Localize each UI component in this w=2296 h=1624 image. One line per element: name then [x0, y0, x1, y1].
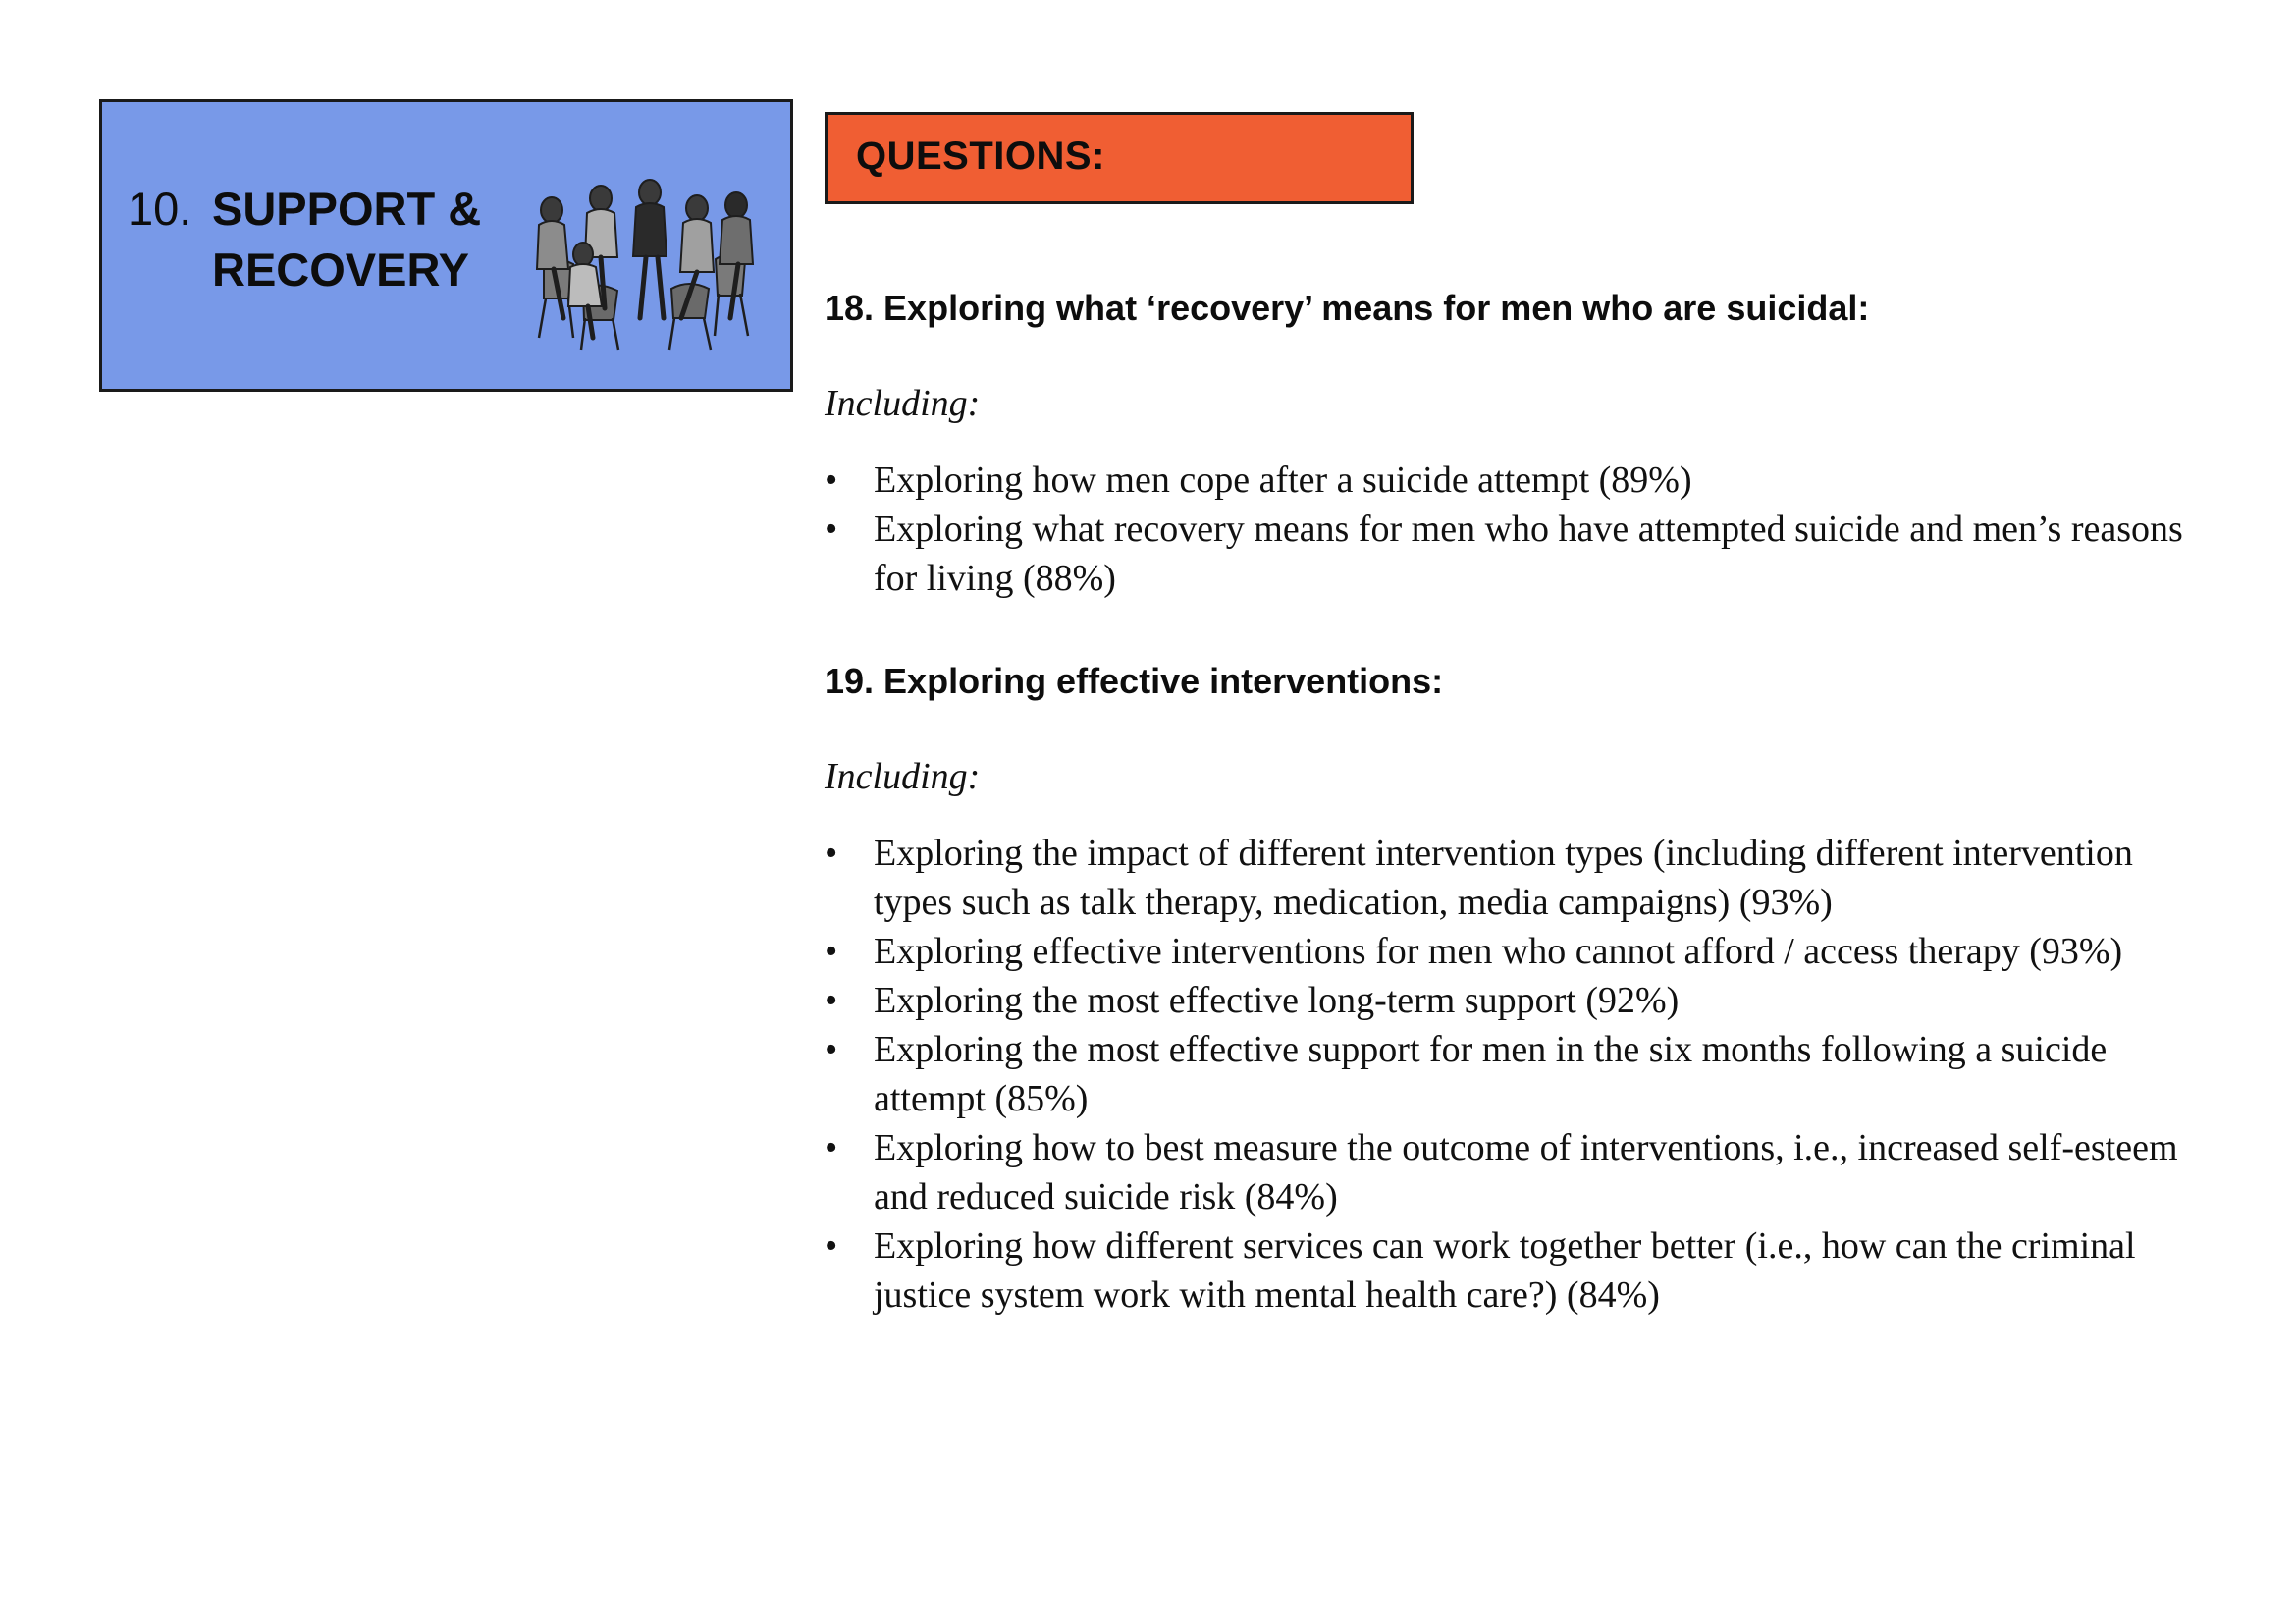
list-item — [825, 1221, 2218, 1320]
question-19-list — [825, 829, 2218, 1320]
list-item-text: Exploring what recovery means for men who have attempted suicide and men’s reasons for living (88%) — [874, 509, 2183, 599]
list-item — [825, 505, 2218, 603]
list-item-text: Exploring the most effective support for men in the six months following a suicide attempt (85%) — [874, 1029, 2108, 1119]
list-item-text: Exploring how to best measure the outcome of interventions, i.e., increased self-esteem and reduced suicide risk (84%) — [874, 1127, 2178, 1218]
list-item-text: Exploring effective interventions for men who cannot afford / access therapy (93%) — [874, 931, 2123, 972]
section-title-line1: SUPPORT & — [212, 183, 482, 235]
question-19-including-label: Including: — [825, 756, 981, 797]
list-item-text: Exploring the impact of different intervention types (including different intervention types such as talk therapy, medication, media campaigns) (93%) — [874, 833, 2133, 923]
question-18-list — [825, 456, 2218, 603]
questions-banner — [825, 112, 1414, 204]
list-item-text: Exploring how different services can work together better (i.e., how can the criminal justice system work with mental health care?) (84%) — [874, 1225, 2136, 1316]
question-19-heading: 19. Exploring effective interventions: — [825, 661, 1444, 701]
section-number: 10. — [128, 183, 192, 235]
bullet-icon: • — [825, 1127, 838, 1168]
list-item-text: Exploring the most effective long-term support (92%) — [874, 980, 1680, 1021]
list-item — [825, 1025, 2218, 1123]
section-title — [128, 179, 481, 300]
bullet-icon: • — [825, 980, 838, 1021]
section-title-line2: RECOVERY — [212, 244, 470, 296]
bullet-icon: • — [825, 509, 838, 550]
questions-label: QUESTIONS: — [856, 135, 1105, 178]
bullet-icon: • — [825, 460, 838, 501]
list-item — [825, 976, 2218, 1025]
questions-content — [825, 285, 2218, 1320]
list-item — [825, 829, 2218, 927]
question-18-including-label: Including: — [825, 383, 981, 424]
bullet-icon: • — [825, 833, 838, 874]
bullet-icon: • — [825, 1225, 838, 1267]
section-header-box — [99, 99, 793, 392]
support-group-illustration-icon — [524, 171, 770, 352]
list-item — [825, 1123, 2218, 1221]
list-item-text: Exploring how men cope after a suicide attempt (89%) — [874, 460, 1692, 501]
question-18-heading: 18. Exploring what ‘recovery’ means for men who are suicidal: — [825, 288, 1870, 328]
bullet-icon: • — [825, 931, 838, 972]
list-item — [825, 456, 2218, 505]
list-item — [825, 927, 2218, 976]
bullet-icon: • — [825, 1029, 838, 1070]
